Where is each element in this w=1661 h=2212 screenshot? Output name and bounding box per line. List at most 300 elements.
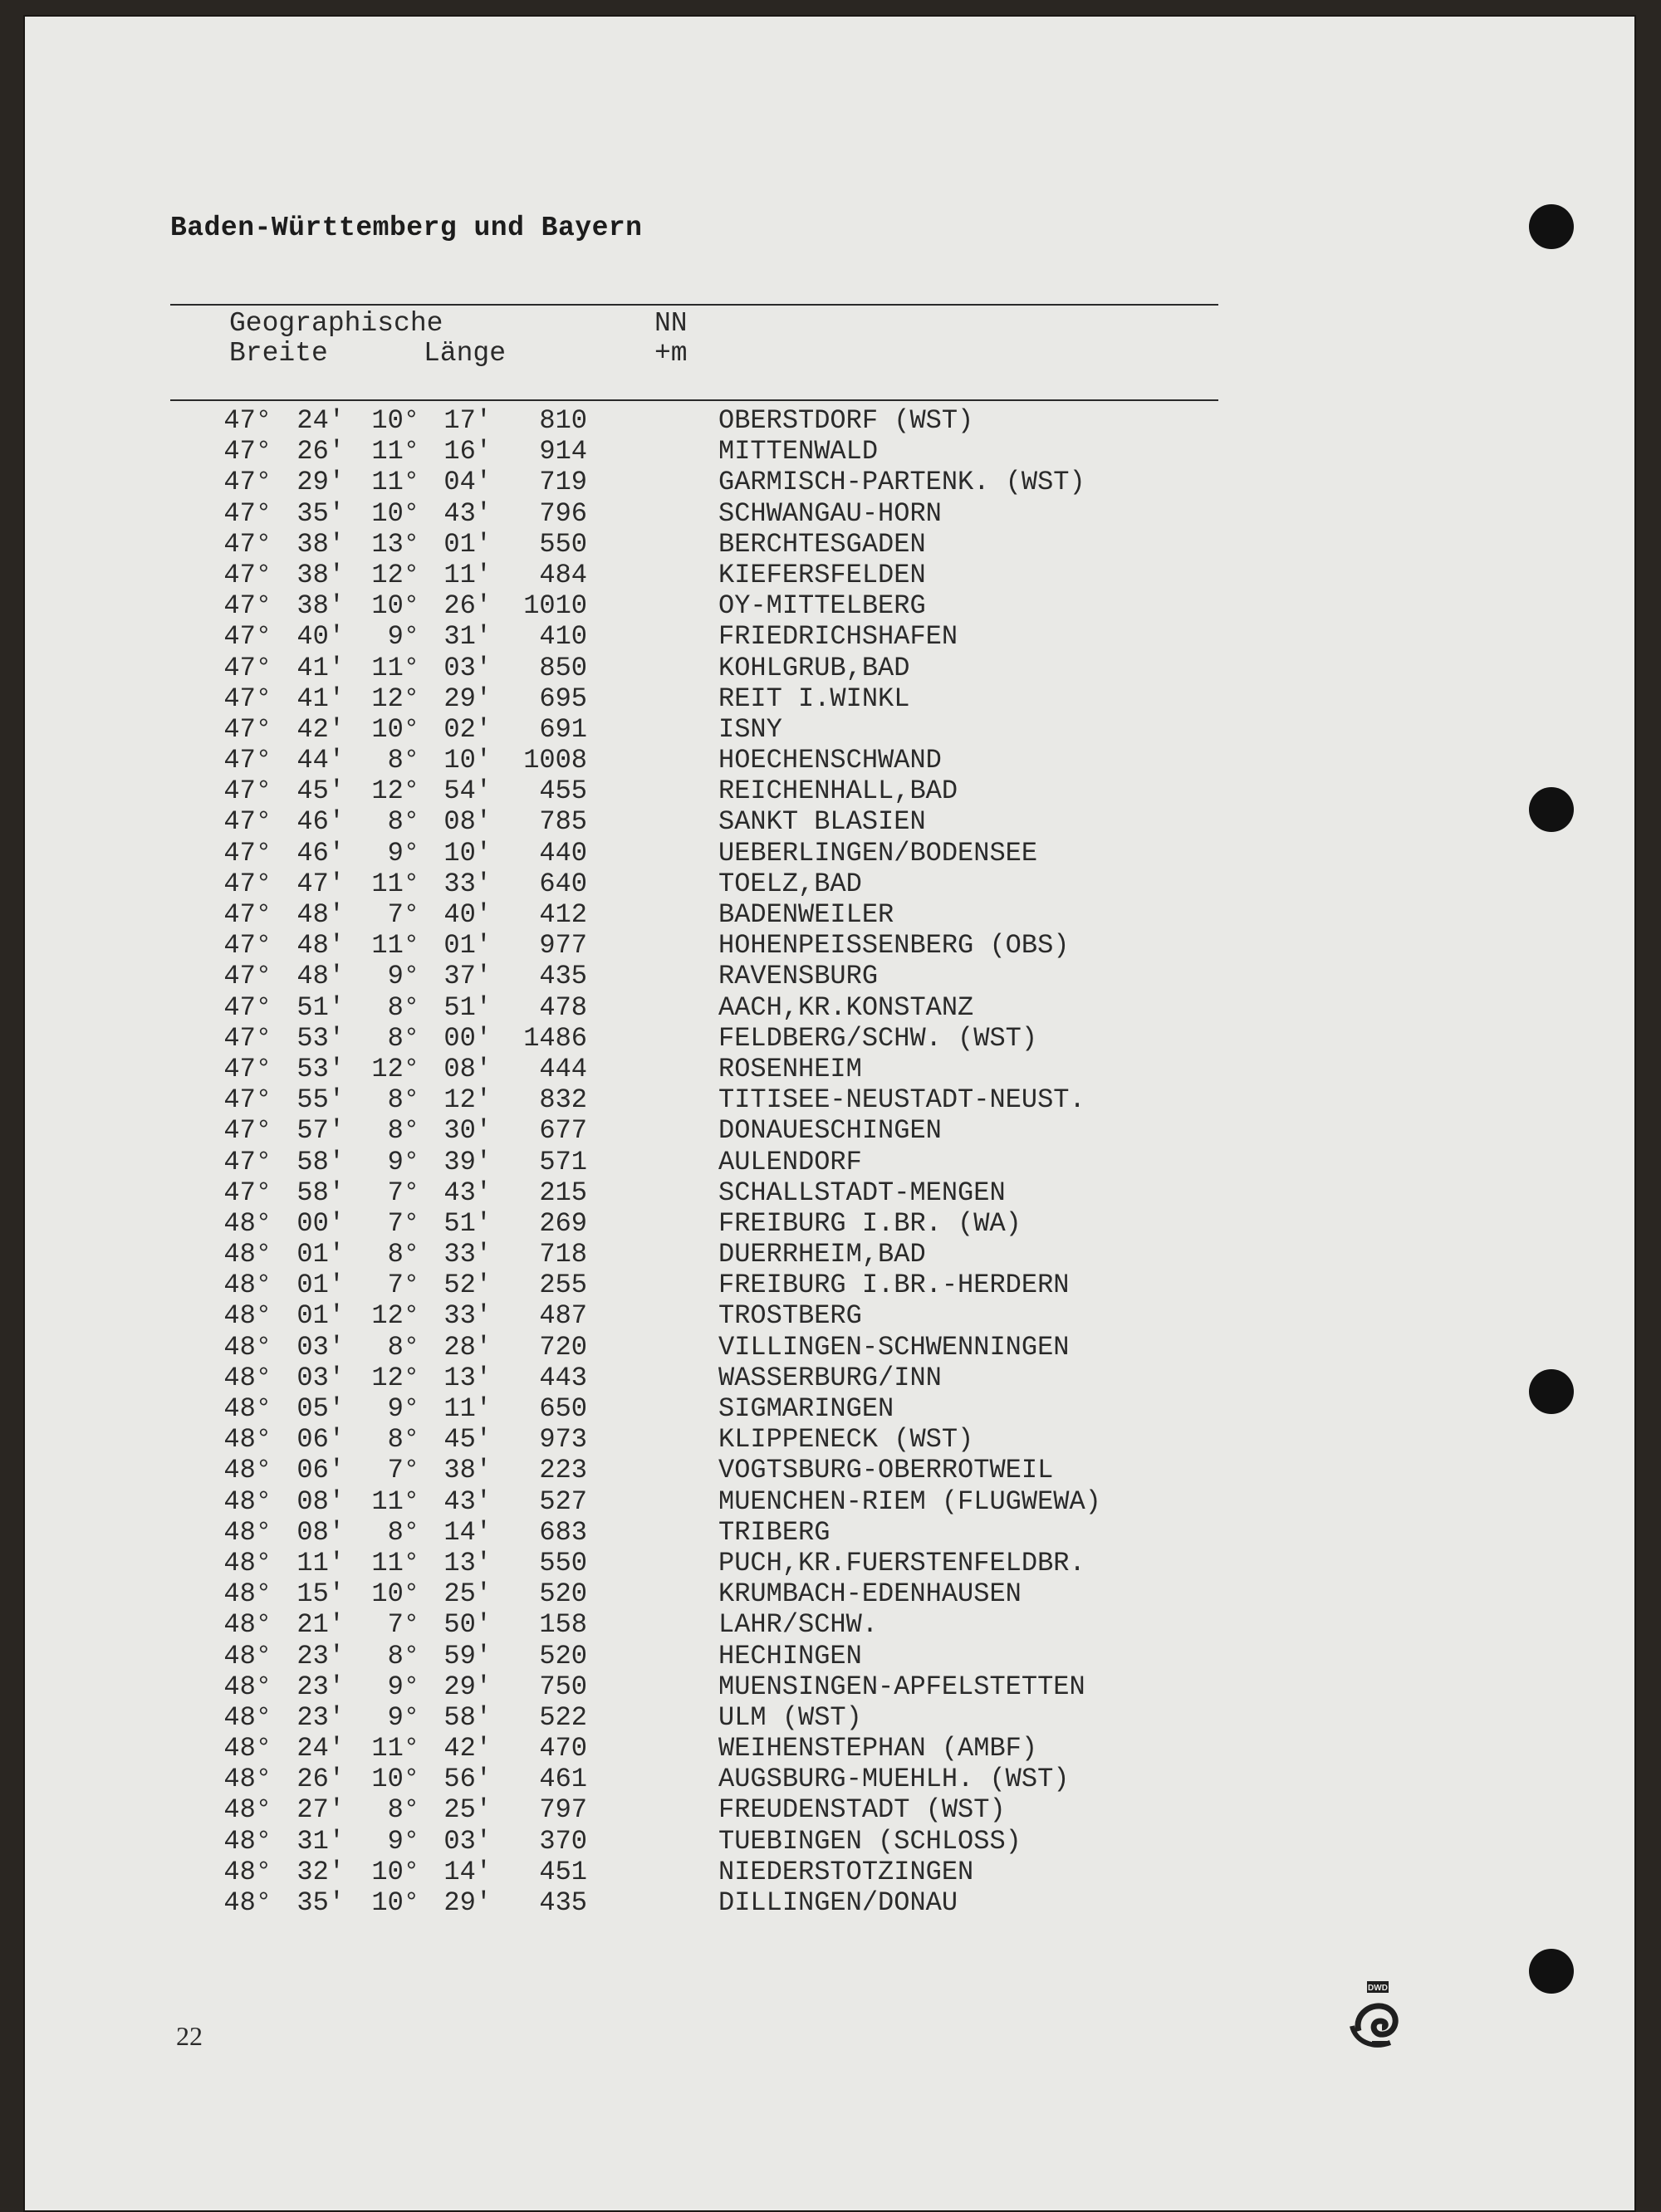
laenge-deg: 7°	[387, 1207, 419, 1239]
breite-min: 06′	[296, 1424, 345, 1456]
breite-min: 57′	[296, 1115, 345, 1147]
laenge-deg: 11°	[371, 868, 419, 899]
laenge-min: 58′	[443, 1701, 492, 1733]
laenge-min: 01′	[443, 930, 492, 962]
dwd-logo	[1347, 1973, 1414, 2060]
breite-deg: 47°	[223, 467, 272, 498]
laenge-min: 04′	[443, 467, 492, 498]
laenge-min: 56′	[443, 1764, 492, 1795]
station-name: FREUDENSTADT (WST)	[718, 1794, 1006, 1826]
station-name: HECHINGEN	[718, 1640, 862, 1671]
laenge-min: 14′	[443, 1856, 492, 1887]
table-row	[170, 1609, 1250, 1640]
laenge-deg: 8°	[387, 806, 419, 838]
table-row	[170, 1826, 1250, 1857]
breite-deg: 48°	[223, 1609, 272, 1641]
breite-deg: 48°	[223, 1701, 272, 1733]
nn-height: 443	[539, 1362, 587, 1393]
table-row	[170, 1486, 1250, 1517]
station-name: OY-MITTELBERG	[718, 590, 926, 622]
breite-min: 24′	[296, 1733, 345, 1764]
breite-deg: 48°	[223, 1393, 272, 1424]
laenge-min: 50′	[443, 1609, 492, 1641]
breite-deg: 48°	[223, 1887, 272, 1918]
breite-deg: 48°	[223, 1300, 272, 1332]
laenge-min: 38′	[443, 1455, 492, 1486]
station-name: WASSERBURG/INN	[718, 1362, 942, 1393]
laenge-min: 29′	[443, 683, 492, 714]
table-row	[170, 1578, 1250, 1609]
breite-min: 26′	[296, 1764, 345, 1795]
table-row	[170, 405, 1250, 436]
laenge-deg: 8°	[387, 1794, 419, 1826]
laenge-deg: 11°	[371, 1485, 419, 1517]
station-name: SCHALLSTADT-MENGEN	[718, 1177, 1006, 1208]
nn-height: 444	[539, 1053, 587, 1084]
breite-min: 51′	[296, 991, 345, 1023]
breite-deg: 47°	[223, 961, 272, 992]
nn-height: 650	[539, 1393, 587, 1424]
table-row	[170, 714, 1250, 745]
nn-height: 520	[539, 1578, 587, 1610]
breite-deg: 47°	[223, 528, 272, 560]
station-name: AUGSBURG-MUEHLH. (WST)	[718, 1764, 1070, 1795]
laenge-deg: 9°	[387, 1393, 419, 1424]
breite-deg: 47°	[223, 1146, 272, 1177]
laenge-min: 17′	[443, 405, 492, 436]
laenge-deg: 8°	[387, 1331, 419, 1363]
breite-min: 58′	[296, 1146, 345, 1177]
table-row	[170, 1208, 1250, 1239]
nn-height: 470	[539, 1733, 587, 1764]
laenge-deg: 9°	[387, 1701, 419, 1733]
laenge-min: 30′	[443, 1115, 492, 1147]
table-top-rule	[170, 304, 1218, 306]
breite-min: 45′	[296, 776, 345, 807]
breite-deg: 48°	[223, 1239, 272, 1270]
nn-height: 720	[539, 1331, 587, 1363]
laenge-deg: 9°	[387, 1825, 419, 1857]
station-name: HOECHENSCHWAND	[718, 745, 942, 776]
nn-height: 677	[539, 1115, 587, 1147]
laenge-deg: 9°	[387, 1146, 419, 1177]
header-laenge: Länge	[424, 338, 507, 369]
station-name: REIT I.WINKL	[718, 683, 910, 714]
breite-deg: 47°	[223, 806, 272, 838]
table-row	[170, 1363, 1250, 1393]
laenge-min: 01′	[443, 528, 492, 560]
laenge-min: 33′	[443, 1239, 492, 1270]
nn-height: 695	[539, 683, 587, 714]
nn-height: 487	[539, 1300, 587, 1332]
breite-min: 48′	[296, 899, 345, 930]
nn-height: 440	[539, 837, 587, 869]
table-row	[170, 1023, 1250, 1054]
breite-min: 01′	[296, 1300, 345, 1332]
breite-min: 53′	[296, 1053, 345, 1084]
nn-height: 832	[539, 1084, 587, 1116]
station-name: MUENSINGEN-APFELSTETTEN	[718, 1671, 1085, 1702]
nn-height: 550	[539, 528, 587, 560]
breite-deg: 48°	[223, 1578, 272, 1610]
laenge-deg: 9°	[387, 961, 419, 992]
laenge-deg: 8°	[387, 1084, 419, 1116]
laenge-deg: 9°	[387, 621, 419, 653]
laenge-deg: 11°	[371, 1733, 419, 1764]
breite-deg: 48°	[223, 1547, 272, 1578]
laenge-deg: 8°	[387, 1115, 419, 1147]
laenge-deg: 11°	[371, 436, 419, 467]
laenge-min: 03′	[443, 652, 492, 683]
breite-deg: 48°	[223, 1455, 272, 1486]
laenge-deg: 7°	[387, 899, 419, 930]
station-name: NIEDERSTOTZINGEN	[718, 1856, 974, 1887]
table-row	[170, 498, 1250, 529]
nn-height: 796	[539, 497, 587, 529]
breite-deg: 48°	[223, 1485, 272, 1517]
nn-height: 810	[539, 405, 587, 436]
nn-height: 522	[539, 1701, 587, 1733]
laenge-deg: 11°	[371, 652, 419, 683]
laenge-min: 43′	[443, 1485, 492, 1517]
laenge-min: 45′	[443, 1424, 492, 1456]
laenge-deg: 12°	[371, 1362, 419, 1393]
nn-height: 478	[539, 991, 587, 1023]
breite-deg: 47°	[223, 1177, 272, 1208]
breite-deg: 48°	[223, 1733, 272, 1764]
laenge-deg: 7°	[387, 1177, 419, 1208]
breite-min: 03′	[296, 1331, 345, 1363]
breite-deg: 47°	[223, 930, 272, 962]
station-name: MUENCHEN-RIEM (FLUGWEWA)	[718, 1485, 1101, 1517]
station-name: ROSENHEIM	[718, 1053, 862, 1084]
breite-min: 41′	[296, 652, 345, 683]
laenge-deg: 10°	[371, 1578, 419, 1610]
laenge-min: 16′	[443, 436, 492, 467]
laenge-min: 25′	[443, 1578, 492, 1610]
laenge-min: 40′	[443, 899, 492, 930]
laenge-min: 25′	[443, 1794, 492, 1826]
punch-hole	[1529, 1369, 1574, 1414]
laenge-min: 08′	[443, 806, 492, 838]
nn-height: 718	[539, 1239, 587, 1270]
table-row	[170, 1857, 1250, 1887]
breite-deg: 47°	[223, 745, 272, 776]
breite-min: 38′	[296, 528, 345, 560]
laenge-deg: 12°	[371, 776, 419, 807]
header-nn: NN	[654, 308, 688, 339]
laenge-min: 37′	[443, 961, 492, 992]
breite-deg: 47°	[223, 559, 272, 590]
table-row	[170, 838, 1250, 869]
table-row	[170, 869, 1250, 899]
breite-min: 23′	[296, 1671, 345, 1702]
breite-deg: 47°	[223, 1115, 272, 1147]
station-name: AULENDORF	[718, 1146, 862, 1177]
laenge-min: 52′	[443, 1270, 492, 1301]
breite-min: 42′	[296, 713, 345, 745]
laenge-deg: 12°	[371, 559, 419, 590]
breite-min: 15′	[296, 1578, 345, 1610]
laenge-min: 59′	[443, 1640, 492, 1671]
laenge-deg: 13°	[371, 528, 419, 560]
breite-min: 24′	[296, 405, 345, 436]
laenge-deg: 9°	[387, 837, 419, 869]
breite-min: 58′	[296, 1177, 345, 1208]
breite-deg: 47°	[223, 683, 272, 714]
nn-height: 158	[539, 1609, 587, 1641]
nn-height: 550	[539, 1547, 587, 1578]
station-name: WEIHENSTEPHAN (AMBF)	[718, 1733, 1038, 1764]
breite-min: 08′	[296, 1516, 345, 1548]
table-row	[170, 1300, 1250, 1331]
breite-min: 03′	[296, 1362, 345, 1393]
laenge-min: 39′	[443, 1146, 492, 1177]
station-name: BADENWEILER	[718, 899, 894, 930]
station-name: RAVENSBURG	[718, 961, 879, 992]
laenge-min: 31′	[443, 621, 492, 653]
station-name: FREIBURG I.BR.-HERDERN	[718, 1270, 1070, 1301]
station-name: KIEFERSFELDEN	[718, 559, 926, 590]
station-name: KRUMBACH-EDENHAUSEN	[718, 1578, 1022, 1610]
breite-min: 53′	[296, 1022, 345, 1054]
breite-min: 21′	[296, 1609, 345, 1641]
punch-hole	[1529, 204, 1574, 249]
table-row	[170, 1794, 1250, 1825]
station-name: FREIBURG I.BR. (WA)	[718, 1207, 1022, 1239]
breite-deg: 47°	[223, 713, 272, 745]
nn-height: 691	[539, 713, 587, 745]
table-row	[170, 1764, 1250, 1794]
laenge-deg: 8°	[387, 1516, 419, 1548]
laenge-deg: 10°	[371, 1856, 419, 1887]
station-name: HOHENPEISSENBERG (OBS)	[718, 930, 1070, 962]
breite-min: 35′	[296, 1887, 345, 1918]
table-row	[170, 1671, 1250, 1702]
nn-height: 269	[539, 1207, 587, 1239]
table-row	[170, 1393, 1250, 1424]
breite-min: 05′	[296, 1393, 345, 1424]
nn-height: 1010	[523, 590, 587, 622]
table-row	[170, 621, 1250, 652]
laenge-min: 14′	[443, 1516, 492, 1548]
breite-min: 27′	[296, 1794, 345, 1826]
laenge-min: 51′	[443, 991, 492, 1023]
table-row	[170, 745, 1250, 776]
table-row	[170, 1517, 1250, 1548]
nn-height: 255	[539, 1270, 587, 1301]
station-name: LAHR/SCHW.	[718, 1609, 879, 1641]
laenge-deg: 11°	[371, 467, 419, 498]
nn-height: 412	[539, 899, 587, 930]
punch-hole	[1529, 1949, 1574, 1994]
breite-min: 26′	[296, 436, 345, 467]
nn-height: 914	[539, 436, 587, 467]
breite-min: 23′	[296, 1640, 345, 1671]
table-row	[170, 683, 1250, 714]
nn-height: 719	[539, 467, 587, 498]
nn-height: 410	[539, 621, 587, 653]
breite-min: 44′	[296, 745, 345, 776]
laenge-deg: 8°	[387, 1239, 419, 1270]
table-row	[170, 1332, 1250, 1363]
laenge-min: 42′	[443, 1733, 492, 1764]
breite-deg: 47°	[223, 1053, 272, 1084]
table-row	[170, 436, 1250, 467]
laenge-min: 00′	[443, 1022, 492, 1054]
table-row	[170, 1084, 1250, 1115]
breite-deg: 47°	[223, 899, 272, 930]
breite-deg: 47°	[223, 436, 272, 467]
breite-min: 35′	[296, 497, 345, 529]
table-row	[170, 776, 1250, 806]
station-name: BERCHTESGADEN	[718, 528, 926, 560]
laenge-min: 11′	[443, 559, 492, 590]
laenge-min: 13′	[443, 1547, 492, 1578]
nn-height: 683	[539, 1516, 587, 1548]
station-name: DUERRHEIM,BAD	[718, 1239, 926, 1270]
station-name: KOHLGRUB,BAD	[718, 652, 910, 683]
svg-text:DWD: DWD	[1368, 1984, 1388, 1993]
laenge-min: 08′	[443, 1053, 492, 1084]
breite-deg: 48°	[223, 1270, 272, 1301]
breite-deg: 48°	[223, 1362, 272, 1393]
table-row	[170, 1239, 1250, 1270]
nn-height: 484	[539, 559, 587, 590]
nn-height: 1008	[523, 745, 587, 776]
station-name: UEBERLINGEN/BODENSEE	[718, 837, 1038, 869]
station-name: VILLINGEN-SCHWENNINGEN	[718, 1331, 1070, 1363]
laenge-min: 29′	[443, 1671, 492, 1702]
station-name: SIGMARINGEN	[718, 1393, 894, 1424]
laenge-min: 33′	[443, 1300, 492, 1332]
breite-min: 29′	[296, 467, 345, 498]
laenge-deg: 7°	[387, 1609, 419, 1641]
breite-min: 47′	[296, 868, 345, 899]
laenge-deg: 8°	[387, 1424, 419, 1456]
table-row	[170, 1702, 1250, 1733]
nn-height: 455	[539, 776, 587, 807]
punch-hole	[1529, 787, 1574, 832]
station-name: TITISEE-NEUSTADT-NEUST.	[718, 1084, 1085, 1116]
nn-height: 461	[539, 1764, 587, 1795]
laenge-min: 10′	[443, 837, 492, 869]
laenge-min: 29′	[443, 1887, 492, 1918]
laenge-min: 11′	[443, 1393, 492, 1424]
table-row	[170, 806, 1250, 837]
laenge-deg: 8°	[387, 991, 419, 1023]
table-row	[170, 1270, 1250, 1300]
table-row	[170, 560, 1250, 590]
laenge-deg: 12°	[371, 1300, 419, 1332]
station-name: SCHWANGAU-HORN	[718, 497, 942, 529]
nn-height: 1486	[523, 1022, 587, 1054]
breite-deg: 47°	[223, 837, 272, 869]
laenge-min: 02′	[443, 713, 492, 745]
table-row	[170, 992, 1250, 1023]
breite-deg: 48°	[223, 1825, 272, 1857]
nn-height: 973	[539, 1424, 587, 1456]
laenge-min: 43′	[443, 1177, 492, 1208]
table-row	[170, 467, 1250, 497]
breite-deg: 47°	[223, 497, 272, 529]
breite-min: 48′	[296, 961, 345, 992]
nn-height: 215	[539, 1177, 587, 1208]
laenge-deg: 10°	[371, 497, 419, 529]
station-name: TRIBERG	[718, 1516, 830, 1548]
laenge-deg: 12°	[371, 1053, 419, 1084]
station-name: SANKT BLASIEN	[718, 806, 926, 838]
laenge-deg: 10°	[371, 590, 419, 622]
station-name: DONAUESCHINGEN	[718, 1115, 942, 1147]
laenge-deg: 9°	[387, 1671, 419, 1702]
laenge-deg: 10°	[371, 713, 419, 745]
breite-deg: 48°	[223, 1764, 272, 1795]
breite-min: 08′	[296, 1485, 345, 1517]
breite-min: 01′	[296, 1270, 345, 1301]
breite-min: 38′	[296, 559, 345, 590]
breite-deg: 48°	[223, 1640, 272, 1671]
page-title: Baden-Württemberg und Bayern	[170, 213, 643, 243]
table-row	[170, 1887, 1250, 1918]
breite-deg: 47°	[223, 868, 272, 899]
table-row	[170, 961, 1250, 991]
station-name: KLIPPENECK (WST)	[718, 1424, 974, 1456]
breite-deg: 47°	[223, 590, 272, 622]
breite-deg: 48°	[223, 1794, 272, 1826]
station-name: TOELZ,BAD	[718, 868, 862, 899]
table-row	[170, 1424, 1250, 1455]
station-name: ULM (WST)	[718, 1701, 862, 1733]
table-row	[170, 1455, 1250, 1485]
station-name: MITTENWALD	[718, 436, 879, 467]
nn-height: 977	[539, 930, 587, 962]
table-row	[170, 899, 1250, 930]
laenge-min: 43′	[443, 497, 492, 529]
station-name: AACH,KR.KONSTANZ	[718, 991, 974, 1023]
breite-min: 00′	[296, 1207, 345, 1239]
breite-min: 32′	[296, 1856, 345, 1887]
laenge-deg: 10°	[371, 1764, 419, 1795]
table-row	[170, 1115, 1250, 1146]
page-number: 22	[176, 2021, 203, 2051]
breite-deg: 48°	[223, 1424, 272, 1456]
station-name: GARMISCH-PARTENK. (WST)	[718, 467, 1085, 498]
table-row	[170, 529, 1250, 560]
laenge-deg: 8°	[387, 1640, 419, 1671]
breite-deg: 48°	[223, 1207, 272, 1239]
breite-deg: 48°	[223, 1331, 272, 1363]
table-row	[170, 930, 1250, 961]
laenge-deg: 8°	[387, 1022, 419, 1054]
station-name: FRIEDRICHSHAFEN	[718, 621, 958, 653]
laenge-min: 12′	[443, 1084, 492, 1116]
laenge-deg: 11°	[371, 1547, 419, 1578]
laenge-min: 10′	[443, 745, 492, 776]
nn-height: 527	[539, 1485, 587, 1517]
station-name: DILLINGEN/DONAU	[718, 1887, 958, 1918]
laenge-min: 54′	[443, 776, 492, 807]
nn-height: 640	[539, 868, 587, 899]
breite-deg: 47°	[223, 776, 272, 807]
station-table	[170, 405, 1250, 1918]
breite-deg: 47°	[223, 405, 272, 436]
breite-deg: 47°	[223, 1022, 272, 1054]
laenge-deg: 11°	[371, 930, 419, 962]
nn-height: 571	[539, 1146, 587, 1177]
table-row	[170, 1641, 1250, 1671]
breite-deg: 48°	[223, 1856, 272, 1887]
